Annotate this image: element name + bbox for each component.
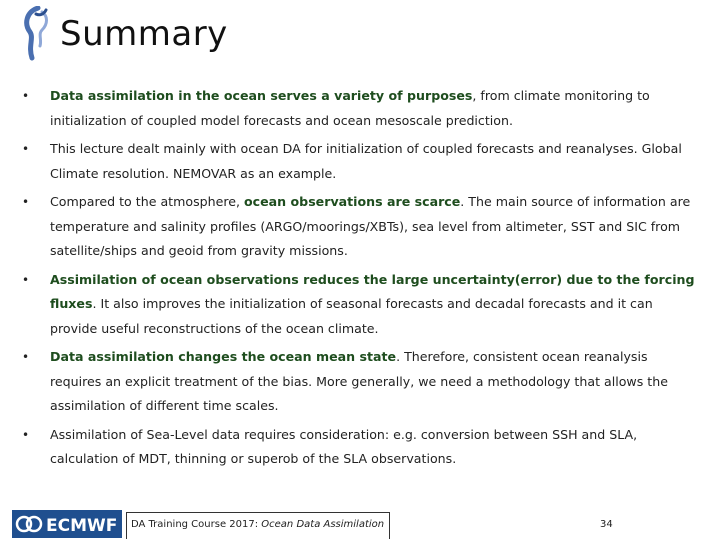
bullet-highlight: Assimilation of ocean observations reduces the large uncertainty(error) due to the forcing fluxes	[50, 271, 695, 311]
bullet-text: . It also improves the initialization of seasonal forecasts and decadal forecasts and it can provide useful reconstructions of the ocean climate.	[50, 296, 653, 336]
bullet-dot-icon: •	[22, 427, 30, 442]
bullet-text: Compared to the atmosphere,	[50, 194, 245, 209]
bullet-text: . The main source of information are temperature and salinity profiles (ARGO/moorings/XBTs), sea level from altimeter, SST and SIC from satellite/ships and geoid from gravity missions.	[50, 194, 691, 258]
bullet-dot-icon: •	[22, 142, 30, 156]
bullet-item	[20, 84, 700, 133]
footer-course	[131, 519, 384, 530]
bullet-item	[20, 423, 700, 472]
ecmwf-swirl-logo-icon	[18, 6, 58, 64]
bullet-highlight: Data assimilation in the ocean serves a variety of purposes	[50, 88, 473, 103]
bullet-text: Assimilation of Sea-Level data requires consideration: e.g. conversion between SSH and SLA, calculation of MDT, thinning or superob of the SLA observations.	[50, 426, 638, 466]
footer-course-label: DA Training Course 2017:	[131, 519, 262, 530]
ecmwf-logo-text: ECMWF	[46, 516, 118, 536]
slide-title: Summary	[60, 14, 228, 54]
bullet-text: . Therefore, consistent ocean reanalysis requires an explicit treatment of the bias. More generally, we need a methodology that allows the assimilation of different time scales.	[50, 349, 668, 413]
footer-course-title: Ocean Data Assimilation	[261, 519, 385, 530]
bullet-text: This lecture dealt mainly with ocean DA for initialization of coupled forecasts and reanalyses. Global Climate resolution. NEMOVAR as an example.	[50, 141, 682, 181]
bullet-item	[20, 190, 700, 264]
bullet-text: , from climate monitoring to initialization of coupled model forecasts and ocean mesoscale prediction.	[50, 88, 650, 128]
bullet-item	[20, 268, 700, 342]
bullet-dot-icon: •	[22, 350, 30, 364]
bullet-list	[20, 84, 700, 476]
bullet-highlight: ocean observations are scarce	[244, 194, 461, 209]
bullet-dot-icon: •	[22, 195, 30, 209]
bullet-highlight: Data assimilation changes the ocean mean state	[50, 349, 397, 364]
ecmwf-logo	[12, 510, 122, 538]
page-number: 34	[600, 519, 613, 530]
bullet-dot-icon: •	[22, 89, 30, 103]
bullet-dot-icon: •	[22, 272, 30, 287]
bullet-item	[20, 137, 700, 186]
bullet-item	[20, 345, 700, 419]
